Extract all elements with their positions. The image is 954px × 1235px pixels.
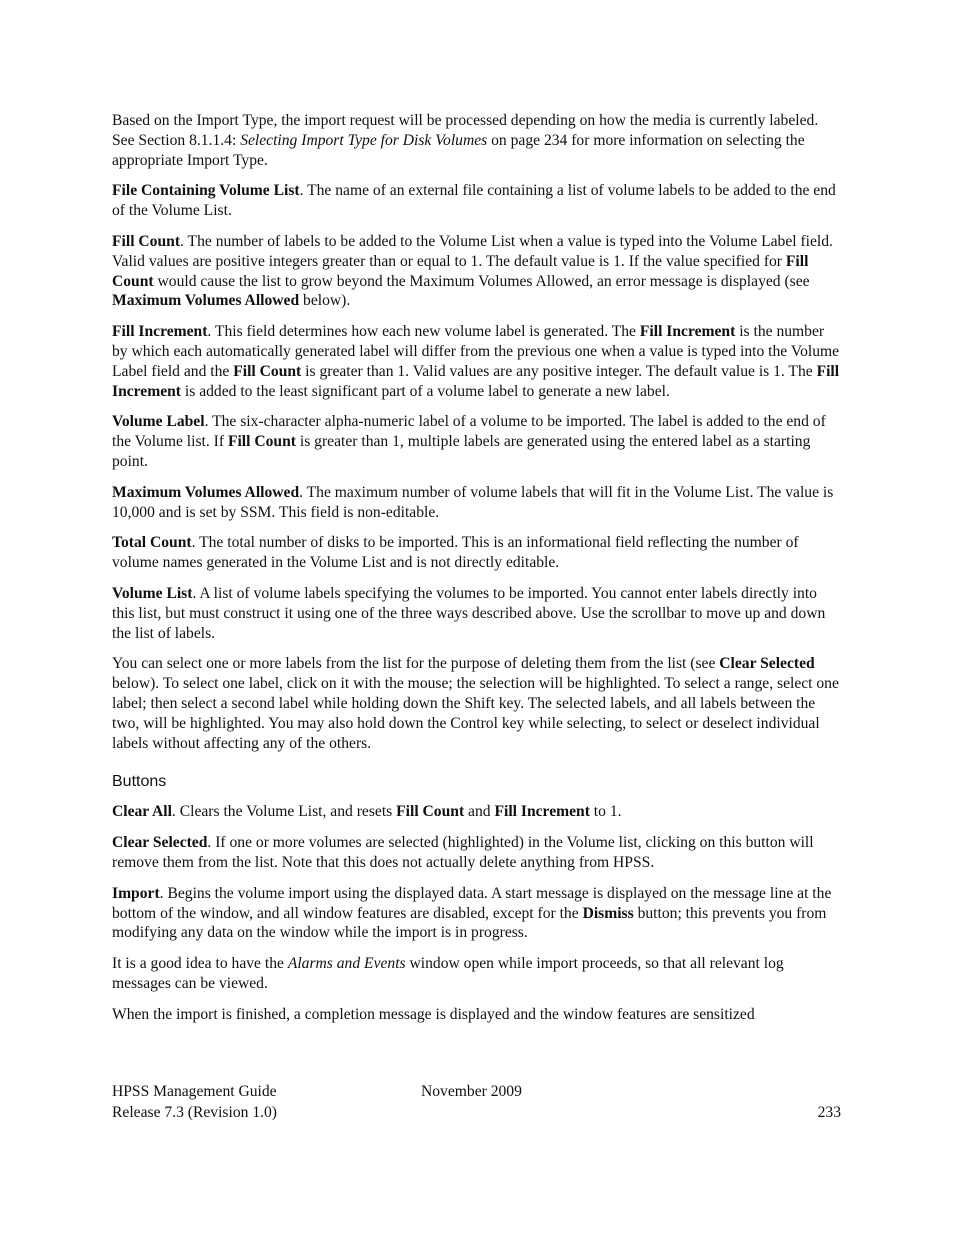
import-desc: Import. Begins the volume import using the displayed data. A start message is displayed on the message line at the bottom of the window, and all window features are disabled, except for the Dismiss button; this prevents you from modifying any data on the window while the import is in progress. <box>112 884 832 942</box>
fill-increment-desc: Fill Increment. This field determines how each new volume label is generated. The Fill Increment is the number by which each automatically generated label will differ from the previous one when a value is typed into the Volume Label field and the Fill Count is greater than 1. Valid values are any positive integer. The default value is 1. The Fill Increment is added to the least significant part of a volume label to generate a new label. <box>112 323 840 400</box>
intro-paragraph: Based on the Import Type, the import request will be processed depending on how the media is currently labeled. See Section 8.1.1.4: Selecting Import Type for Disk Volumes on page 234 for more information on selecting the appropriate Import Type. <box>112 112 819 169</box>
page-number: 233 <box>817 1103 841 1121</box>
completion-note: When the import is finished, a completion message is displayed and the window features are sensitized <box>112 1005 755 1023</box>
button-term: Import <box>112 884 160 902</box>
volume-list-desc: Volume List. A list of volume labels specifying the volumes to be imported. You cannot enter labels directly into this list, but must construct it using one of the three ways described above. Use the scrollbar to move up and down the list of labels. <box>112 584 826 642</box>
file-containing-volume-list-desc: File Containing Volume List. The name of an external file containing a list of volume labels to be added to the end of the Volume List. <box>112 182 836 220</box>
field-term: Fill Count <box>112 232 181 250</box>
page-footer <box>112 1082 841 1123</box>
maximum-volumes-allowed-desc: Maximum Volumes Allowed. The maximum number of volume labels that will fit in the Volume List. The value is 10,000 and is set by SSM. This field is non-editable. <box>112 483 834 521</box>
clear-all-desc: Clear All. Clears the Volume List, and resets Fill Count and Fill Increment to 1. <box>112 803 622 821</box>
selection-instructions: You can select one or more labels from the list for the purpose of deleting them from the list (see Clear Selected below). To select one label, click on it with the mouse; the selection will be highlighted. To select a range, select one label; then select a second label while holding down the Shift key. The selected labels, and all labels between the two, will be highlighted. You may also hold down the Control key while selecting, to select or deselect individual labels without affecting any of the others. <box>112 655 839 752</box>
field-term: Fill Increment <box>112 323 208 341</box>
field-term: Maximum Volumes Allowed <box>112 483 300 501</box>
release-info: Release 7.3 (Revision 1.0) <box>112 1103 277 1121</box>
field-term: Volume Label <box>112 413 205 431</box>
buttons-heading: Buttons <box>112 773 167 791</box>
field-term: File Containing Volume List <box>112 182 300 200</box>
volume-label-desc: Volume Label. The six-character alpha-numeric label of a volume to be imported. The label is added to the end of the Volume list. If Fill Count is greater than 1, multiple labels are generated using the entered label as a starting point. <box>112 413 826 470</box>
fill-count-desc: Fill Count. The number of labels to be added to the Volume List when a value is typed into the Volume Label field. Valid values are positive integers greater than or equal to 1. The default value is 1. If the value specified for Fill Count would cause the list to grow beyond the Maximum Volumes Allowed, an error message is displayed (see Maximum Volumes Allowed below). <box>112 232 833 310</box>
clear-selected-desc: Clear Selected. If one or more volumes are selected (highlighted) in the Volume list, clicking on this button will remove them from the list. Note that this does not actually delete anything from HPSS. <box>112 834 814 871</box>
field-term: Volume List <box>112 584 193 602</box>
section-reference-link: Selecting Import Type for Disk Volumes <box>240 131 488 149</box>
guide-title: HPSS Management Guide <box>112 1083 277 1100</box>
alarms-note: It is a good idea to have the Alarms and Events window open while import proceeds, so that all relevant log messages can be viewed. <box>112 955 784 992</box>
document-body <box>112 111 840 1035</box>
field-term: Total Count <box>112 534 192 552</box>
button-term: Clear Selected <box>112 834 208 852</box>
button-term: Clear All <box>112 803 172 821</box>
publication-date: November 2009 <box>421 1083 522 1100</box>
total-count-desc: Total Count. The total number of disks to be imported. This is an informational field reflecting the number of volume names generated in the Volume List and is not directly editable. <box>112 534 799 572</box>
